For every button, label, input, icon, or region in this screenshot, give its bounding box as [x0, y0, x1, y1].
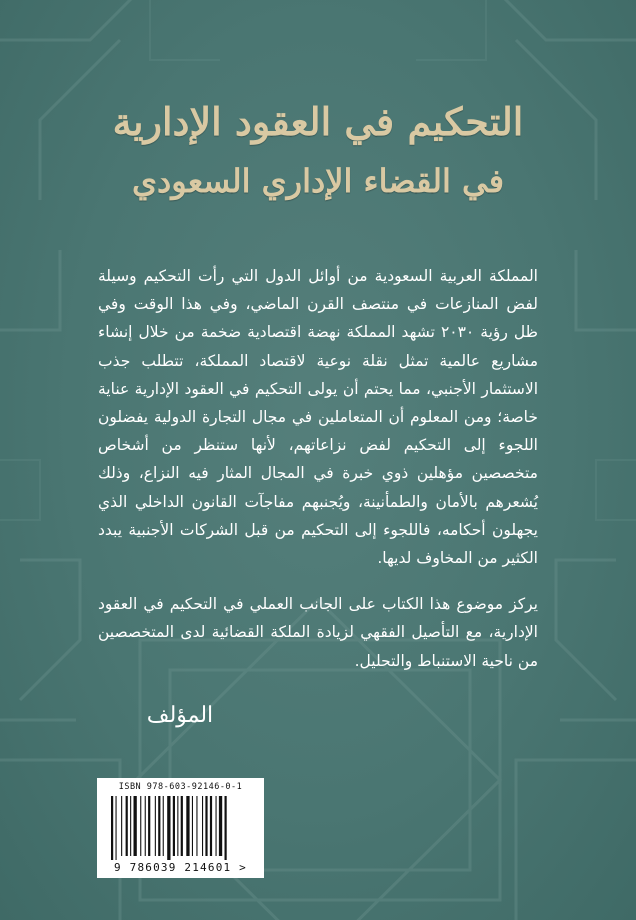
barcode-bars	[111, 796, 251, 860]
isbn-label: ISBN 978-603-92146-0-1	[118, 782, 243, 792]
barcode-digits: 9 786039 214601 >	[114, 861, 247, 874]
book-title: التحكيم في العقود الإدارية	[112, 99, 524, 144]
isbn-barcode	[97, 778, 264, 878]
blurb-paragraph-1: المملكة العربية السعودية من أوائل الدول التي رأت التحكيم وسيلة لفض المنازعات في منتصف القرن الماضي، وفي هذا الوقت وفي ظل رؤية ٢٠٣٠ تشهد المملكة نهضة اقتصادية ضخمة من خلال إنشاء مشاريع عالمية تمثل نقلة نوعية لاقتصاد المملكة، تتطلب جذب الاستثمار الأجنبي، مما يحتم أن يولى التحكيم في العقود الإدارية عناية خاصة؛ ومن المعلوم أن المتعاملين في مجال التجارة الدولية يفضلون اللجوء إلى التحكيم لفض نزاعاتهم، لأنها ستنظر من أشخاص متخصصين مؤهلين ذوي خبرة في المجال المثار فيه النزاع، وذلك يُشعرهم بالأمان والطمأنينة، ويُجنبهم مفاجآت القانون الداخلي الذي يجهلون أحكامه، فاللجوء إلى التحكيم من قبل الشركات الأجنبية يبدد الكثير من المخاوف لديها.	[98, 267, 538, 568]
author-signature: المؤلف	[146, 703, 214, 728]
blurb-paragraph-2: يركز موضوع هذا الكتاب على الجانب العملي في التحكيم في العقود الإدارية، مع التأصيل الفقهي لزيادة الملكة القضائية لدى المتخصصين من ناحية الاستنباط والتحليل.	[98, 595, 538, 670]
blurb-text	[98, 262, 538, 675]
title-block	[60, 92, 576, 208]
book-subtitle: في القضاء الإداري السعودي	[132, 162, 504, 200]
